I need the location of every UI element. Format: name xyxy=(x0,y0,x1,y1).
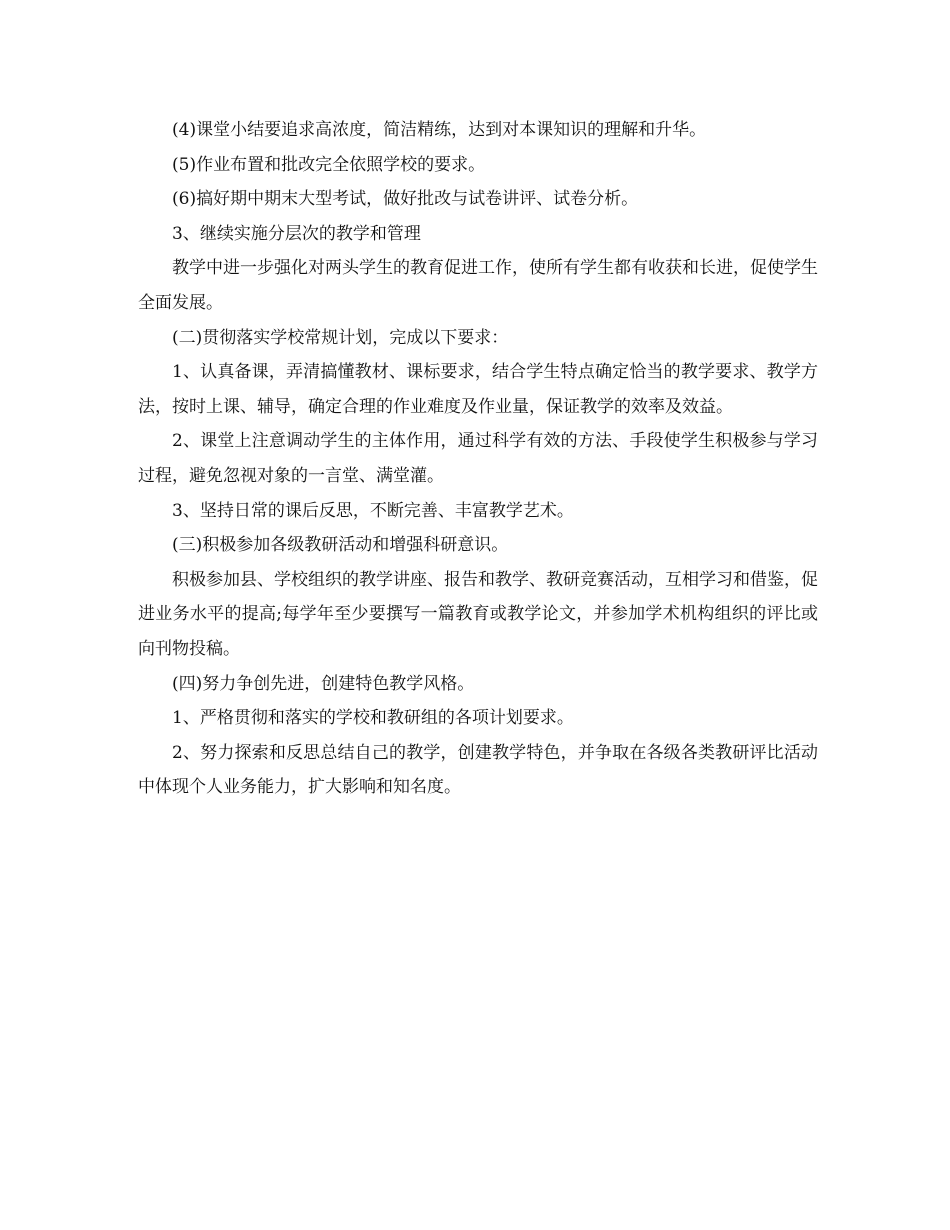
paragraph: 3、继续实施分层次的教学和管理 xyxy=(172,223,421,244)
paragraph: 积极参加县、学校组织的教学讲座、报告和教学、教研竞赛活动，互相学习和借鉴，促进业务水平的提高;每学年至少要撰写一篇教育或教学论文，并参加学术机构组织的评比或向刊物投稿。 xyxy=(138,569,818,659)
paragraph: (6)搞好期中期末大型考试，做好批改与试卷讲评、试卷分析。 xyxy=(172,189,639,210)
paragraph: 2、课堂上注意调动学生的主体作用，通过科学有效的方法、手段使学生积极参与学习过程，避免忽视对象的一言堂、满堂灌。 xyxy=(138,431,818,486)
paragraph: (二)贯彻落实学校常规计划，完成以下要求： xyxy=(172,327,509,348)
paragraph: (三)积极参加各级教研活动和增强科研意识。 xyxy=(172,535,509,556)
paragraph: 3、坚持日常的课后反思，不断完善、丰富教学艺术。 xyxy=(172,500,574,521)
paragraph: (4)课堂小结要追求高浓度，简洁精练，达到对本课知识的理解和升华。 xyxy=(172,120,707,140)
paragraph: 教学中进一步强化对两头学生的教育促进工作，使所有学生都有收获和长进，促使学生全面发展。 xyxy=(138,258,818,313)
paragraph: 1、严格贯彻和落实的学校和教研组的各项计划要求。 xyxy=(172,708,574,729)
paragraph: (四)努力争创先进，创建特色教学风格。 xyxy=(172,673,475,694)
paragraph: 1、认真备课，弄清搞懂教材、课标要求，结合学生特点确定恰当的教学要求、教学方法，按时上课、辅导，确定合理的作业难度及作业量，保证教学的效率及效益。 xyxy=(138,362,818,417)
paragraph: (5)作业布置和批改完全依照学校的要求。 xyxy=(172,154,486,175)
paragraph: 2、努力探索和反思总结自己的教学，创建教学特色，并争取在各级各类教研评比活动中体现个人业务能力，扩大影响和知名度。 xyxy=(138,742,818,798)
document-body xyxy=(138,113,818,805)
